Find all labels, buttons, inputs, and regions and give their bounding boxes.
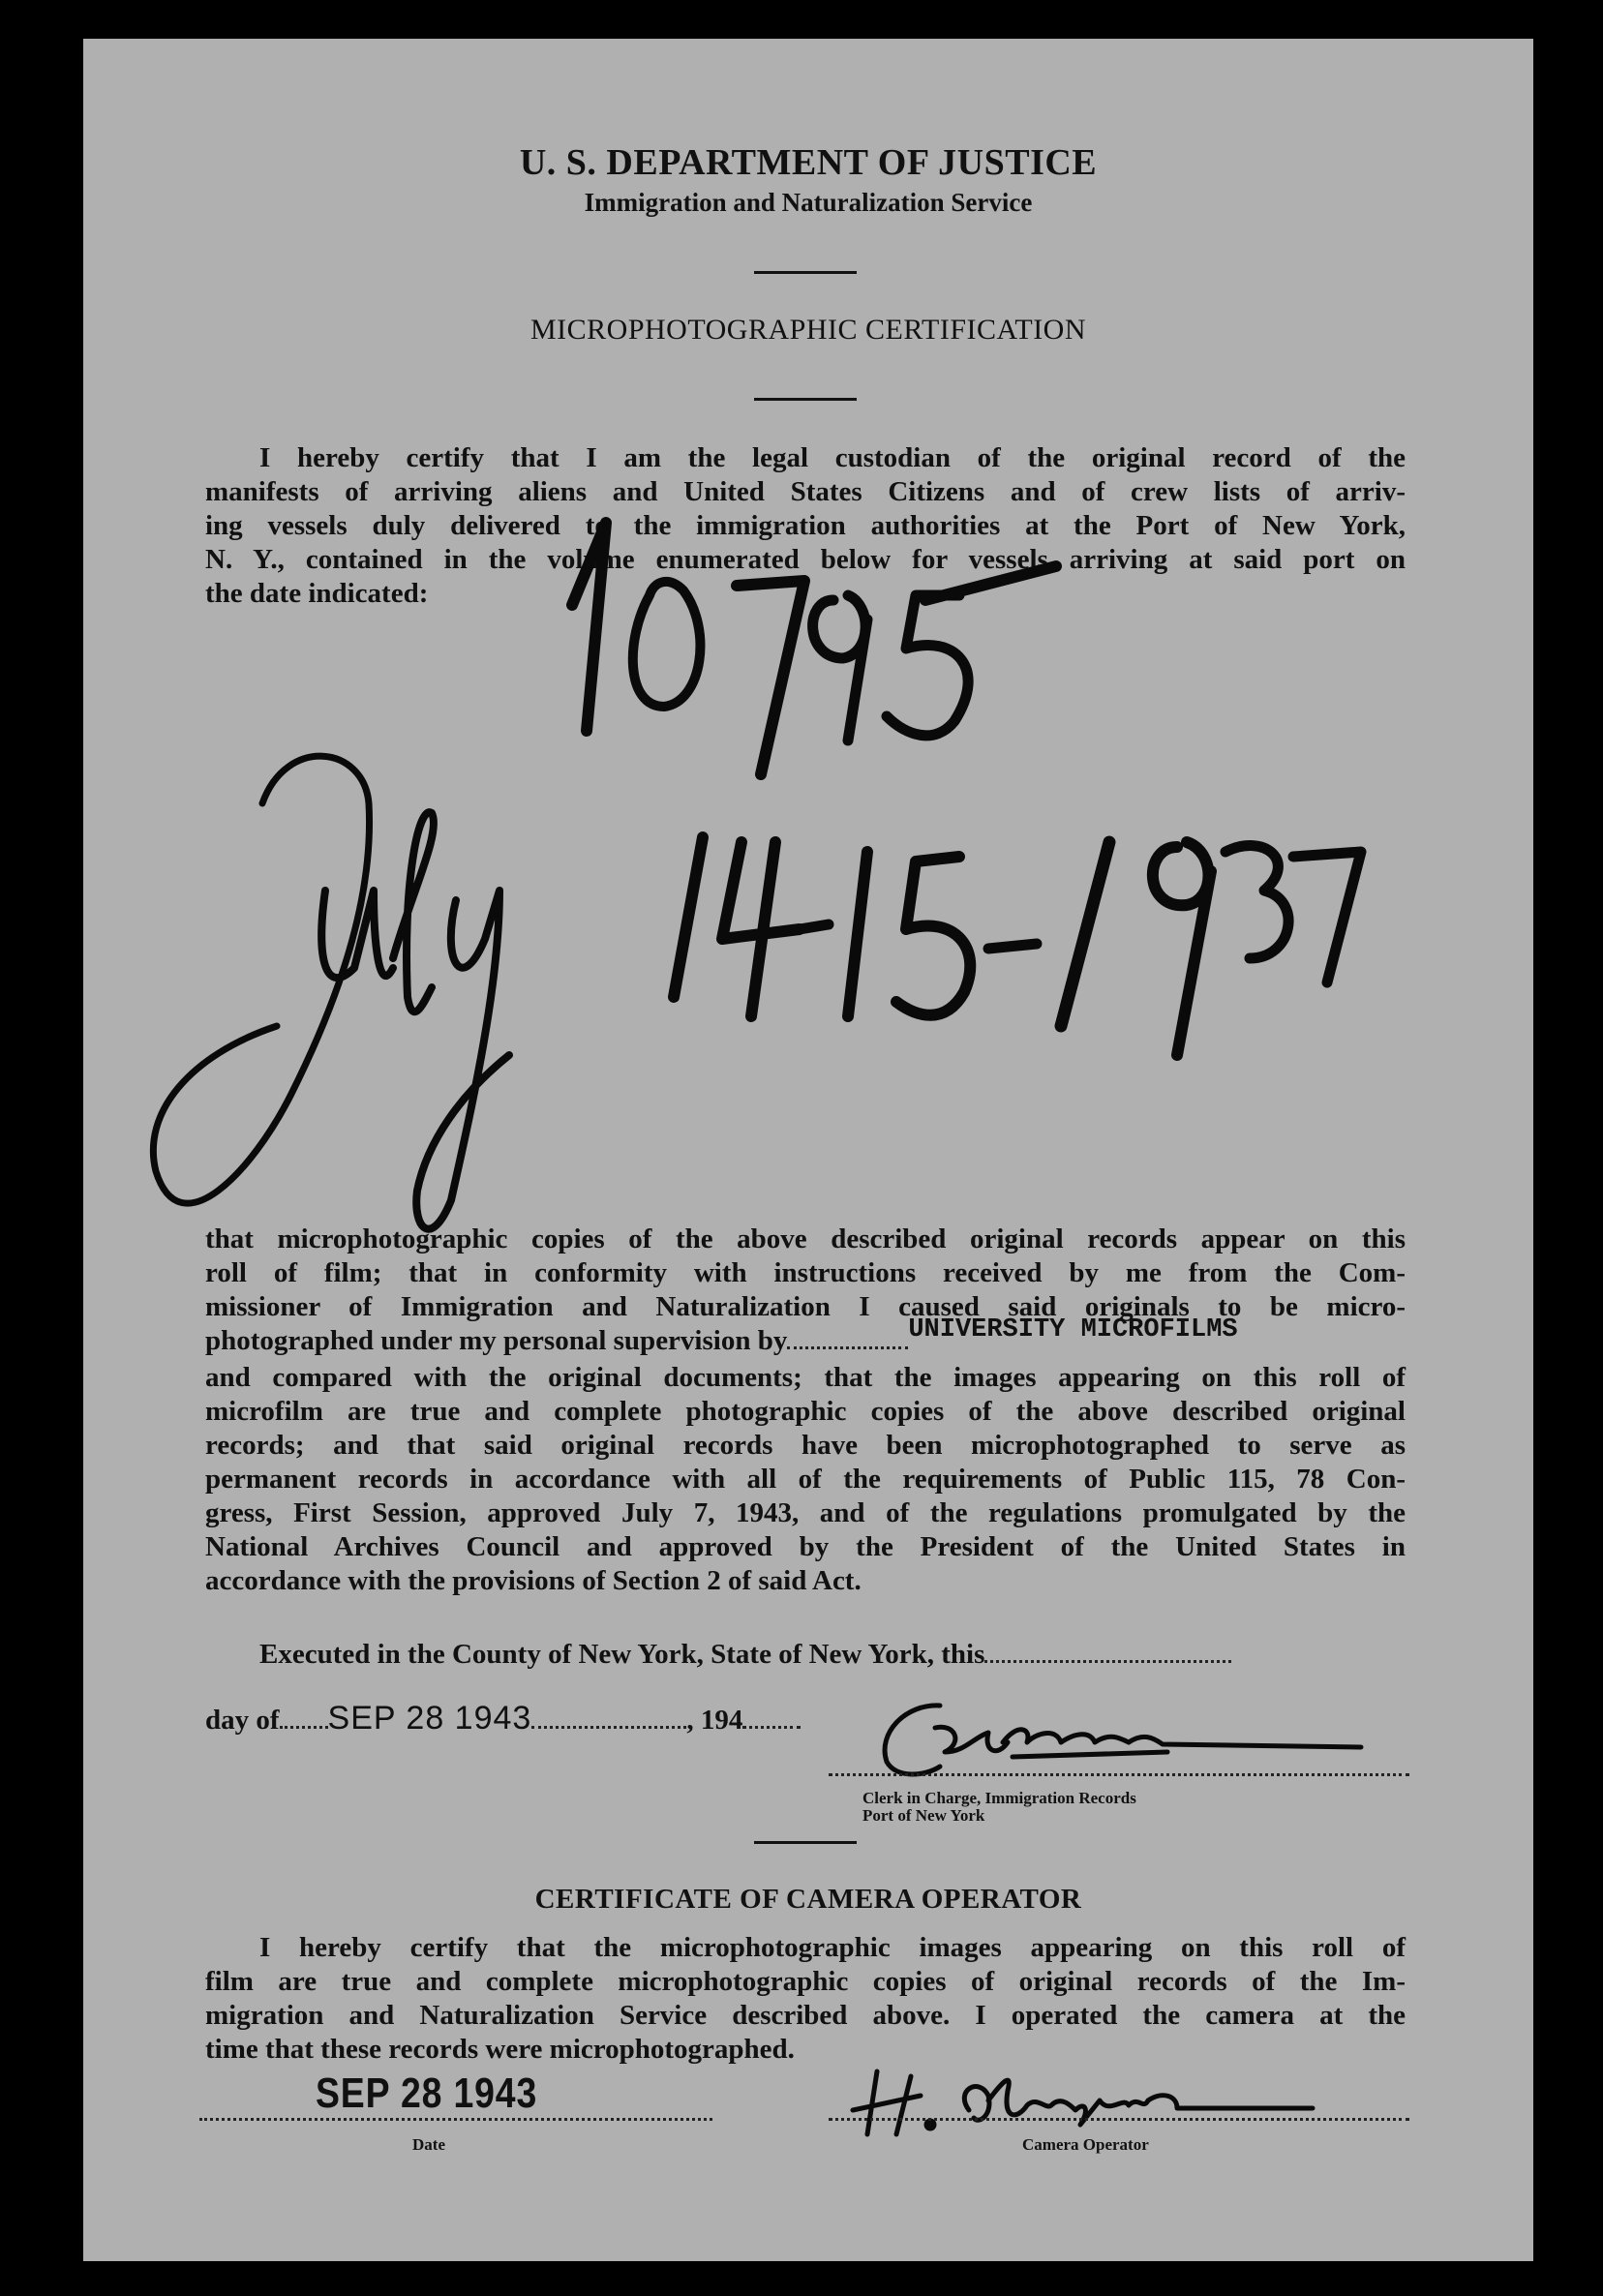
- text-line: records; and that said original records have been microphotographed to serve as: [205, 1430, 1406, 1461]
- text-line: the date indicated:: [205, 578, 429, 609]
- date-label: Date: [412, 2135, 445, 2154]
- date-line: [199, 2118, 712, 2121]
- camera-paragraph: [205, 1931, 1406, 2067]
- supervision-line: [205, 1315, 1406, 1361]
- camera-certificate-title: CERTIFICATE OF CAMERA OPERATOR: [534, 1884, 1082, 1915]
- agency-heading: U. S. DEPARTMENT OF JUSTICE: [519, 142, 1098, 183]
- certification-title: MICROPHOTOGRAPHIC CERTIFICATION: [529, 314, 1087, 346]
- camera-stamped-date: SEP 28 1943: [316, 2069, 538, 2117]
- executed-line: [205, 1638, 1406, 1672]
- executed-text: Executed in the County of New York, State of New York, this: [259, 1639, 985, 1670]
- text-line: migration and Naturalization Service described above. I operated the camera at the: [205, 2000, 1406, 2031]
- text-line: roll of film; that in conformity with instructions received by me from the Com-: [205, 1257, 1406, 1288]
- dotted-fill: [984, 1660, 1231, 1663]
- clerk-port: Port of New York: [862, 1806, 985, 1825]
- stamped-date: SEP 28 1943: [327, 1700, 532, 1737]
- service-heading: Immigration and Naturalization Service: [584, 188, 1033, 217]
- handwriting-overlay: [83, 39, 1533, 2261]
- clerk-title: Clerk in Charge, Immigration Records: [862, 1789, 1136, 1807]
- supervision-text: photographed under my personal supervision by: [205, 1325, 788, 1356]
- text-line: missioner of Immigration and Naturalization I caused said originals to be micro-: [205, 1291, 1406, 1322]
- operator-signature: [809, 2052, 1438, 2149]
- operator-signature-line: [829, 2118, 1409, 2121]
- handwritten-date: [153, 756, 1361, 1228]
- text-line: National Archives Council and approved by the President of the United States in: [205, 1531, 1406, 1562]
- day-of-label: day of: [205, 1705, 280, 1736]
- text-line: time that these records were microphotographed.: [205, 2034, 795, 2065]
- text-line: ing vessels duly delivered to the immigration authorities at the Port of New York,: [205, 510, 1406, 541]
- certificate-sheet: [83, 39, 1533, 2261]
- dotted-fill: [280, 1726, 328, 1729]
- text-line: manifests of arriving aliens and United States Citizens and of crew lists of arriv-: [205, 476, 1406, 507]
- year-prefix: , 194: [686, 1705, 743, 1736]
- text-line: film are true and complete microphotographic copies of original records of the Im-: [205, 1966, 1406, 1997]
- text-line: permanent records in accordance with all of the requirements of Public 115, 78 Con-: [205, 1464, 1406, 1495]
- text-line: I hereby certify that I am the legal custodian of the original record of the: [259, 442, 1406, 473]
- operator-label: Camera Operator: [1022, 2135, 1149, 2154]
- handwritten-volume-number: [572, 523, 1056, 774]
- text-line: that microphotographic copies of the above described original records appear on this: [205, 1224, 1406, 1254]
- dotted-fill: [742, 1726, 801, 1729]
- text-line: I hereby certify that the microphotographic images appearing on this roll of: [259, 1932, 1406, 1963]
- divider: [754, 1841, 857, 1844]
- text-line: gress, First Session, approved July 7, 1943, and of the regulations promulgated by the: [205, 1497, 1406, 1528]
- text-line: accordance with the provisions of Section 2 of said Act.: [205, 1565, 862, 1596]
- dotted-fill: [531, 1726, 686, 1729]
- body-paragraph: [205, 1223, 1406, 1598]
- text-line: and compared with the original documents; that the images appearing on this roll of: [205, 1362, 1406, 1393]
- text-line: N. Y., contained in the volume enumerated below for vessels arriving at said port on: [205, 544, 1406, 575]
- supervisor-name: UNIVERSITY MICROFILMS: [908, 1315, 1238, 1344]
- dotted-fill: [787, 1346, 908, 1349]
- clerk-signature-line: [829, 1773, 1409, 1776]
- text-line: microfilm are true and complete photographic copies of the above described original: [205, 1396, 1406, 1427]
